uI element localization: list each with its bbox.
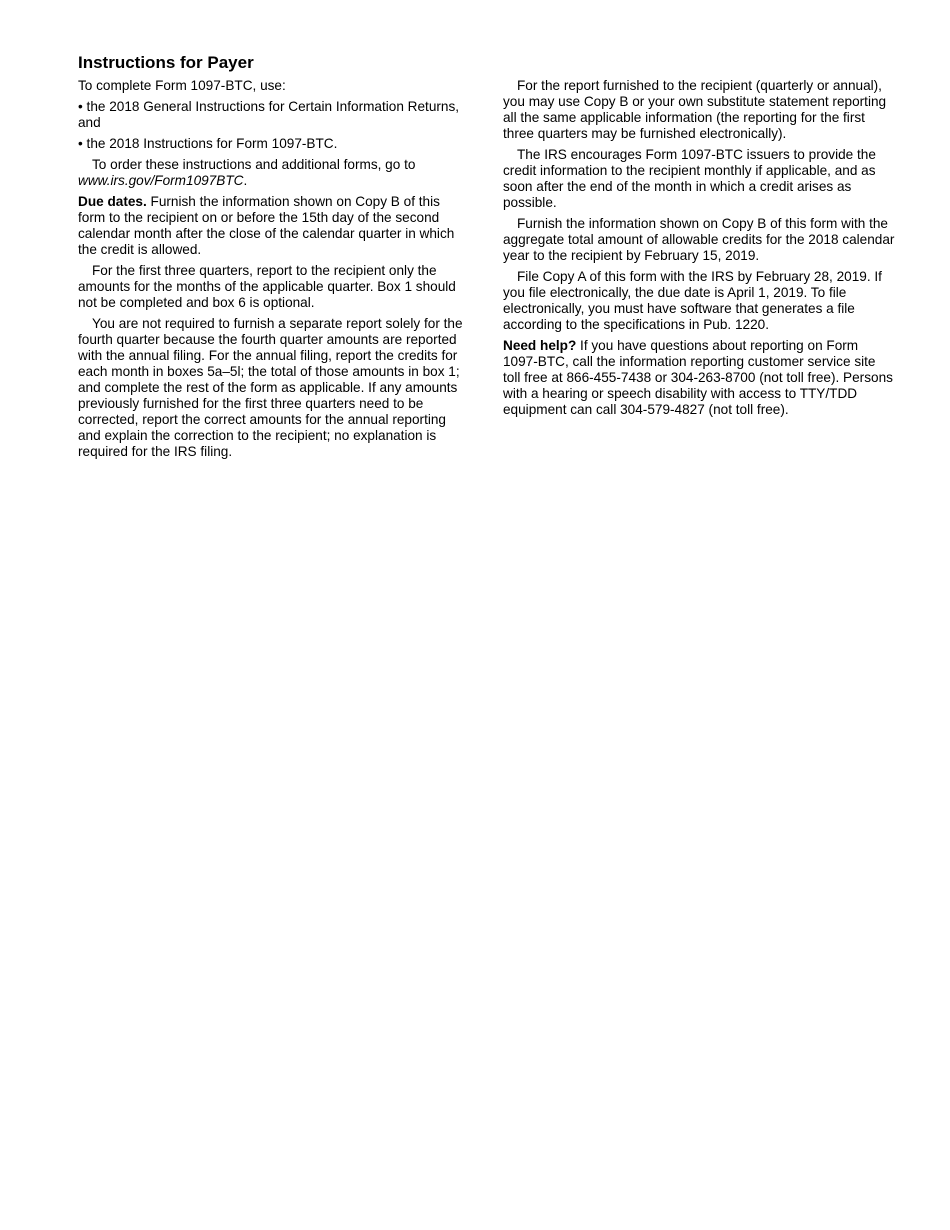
order-text: To order these instructions and additional forms, go to	[92, 157, 416, 172]
need-help-heading: Need help?	[503, 338, 577, 353]
irs-encourages-paragraph: The IRS encourages Form 1097-BTC issuers to provide the credit information to the recipient monthly if applicable, and as soon after the end of the month in which a credit arises as possible.	[503, 147, 876, 210]
left-column	[78, 78, 466, 465]
report-furnished-paragraph: For the report furnished to the recipient (quarterly or annual), you may use Copy B or your own substitute statement reporting all the same applicable information (the reporting for the first three quarters may be furnished electronically).	[503, 78, 887, 141]
order-paragraph	[78, 157, 466, 189]
due-dates-heading: Due dates.	[78, 194, 147, 209]
furnish-copy-b-paragraph: Furnish the information shown on Copy B of this form with the aggregate total amount of allowable credits for the 2018 calendar year to the recipient by February 15, 2019.	[503, 216, 895, 263]
bullet-form-instructions: • the 2018 Instructions for Form 1097-BTC.	[78, 136, 338, 151]
intro-paragraph: To complete Form 1097-BTC, use:	[78, 78, 286, 93]
need-help-text: If you have questions about reporting on Form 1097-BTC, call the information reporting customer service site toll free at 866-455-7438 or 304-263-8700 (not toll free). Persons with a hearing or speech disability with access to TTY/TDD equipment can call 304-579-4827 (not toll free).	[503, 338, 893, 417]
first-three-quarters-paragraph: For the first three quarters, report to the recipient only the amounts for the months of the applicable quarter. Box 1 should not be completed and box 6 is optional.	[78, 263, 456, 310]
due-dates-text: Furnish the information shown on Copy B of this form to the recipient on or before the 15th day of the second calendar month after the close of the calendar quarter in which the credit is allowed.	[78, 194, 455, 257]
file-copy-a-paragraph: File Copy A of this form with the IRS by February 28, 2019. If you file electronically, the due date is April 1, 2019. To file electronically, you must have software that generates a file according to the specifications in Pub. 1220.	[503, 269, 882, 332]
bullet-general-instructions: • the 2018 General Instructions for Certain Information Returns, and	[78, 99, 460, 130]
fourth-quarter-paragraph: You are not required to furnish a separate report solely for the fourth quarter because the fourth quarter amounts are reported with the annual filing. For the annual filing, report the credits for each month in boxes 5a–5l; the total of those amounts in box 1; and complete the rest of the form as applicable. If any amounts previously furnished for the first three quarters need to be corrected, report the correct amounts for the annual reporting and explain the correction to the recipient; no explanation is required for the IRS filing.	[78, 316, 463, 459]
need-help-paragraph	[503, 338, 895, 418]
page-title: Instructions for Payer	[78, 53, 254, 72]
right-column	[503, 78, 895, 423]
due-dates-paragraph	[78, 194, 466, 258]
order-end: .	[243, 173, 248, 188]
irs-form-link[interactable]: www.irs.gov/Form1097BTC	[78, 173, 244, 188]
